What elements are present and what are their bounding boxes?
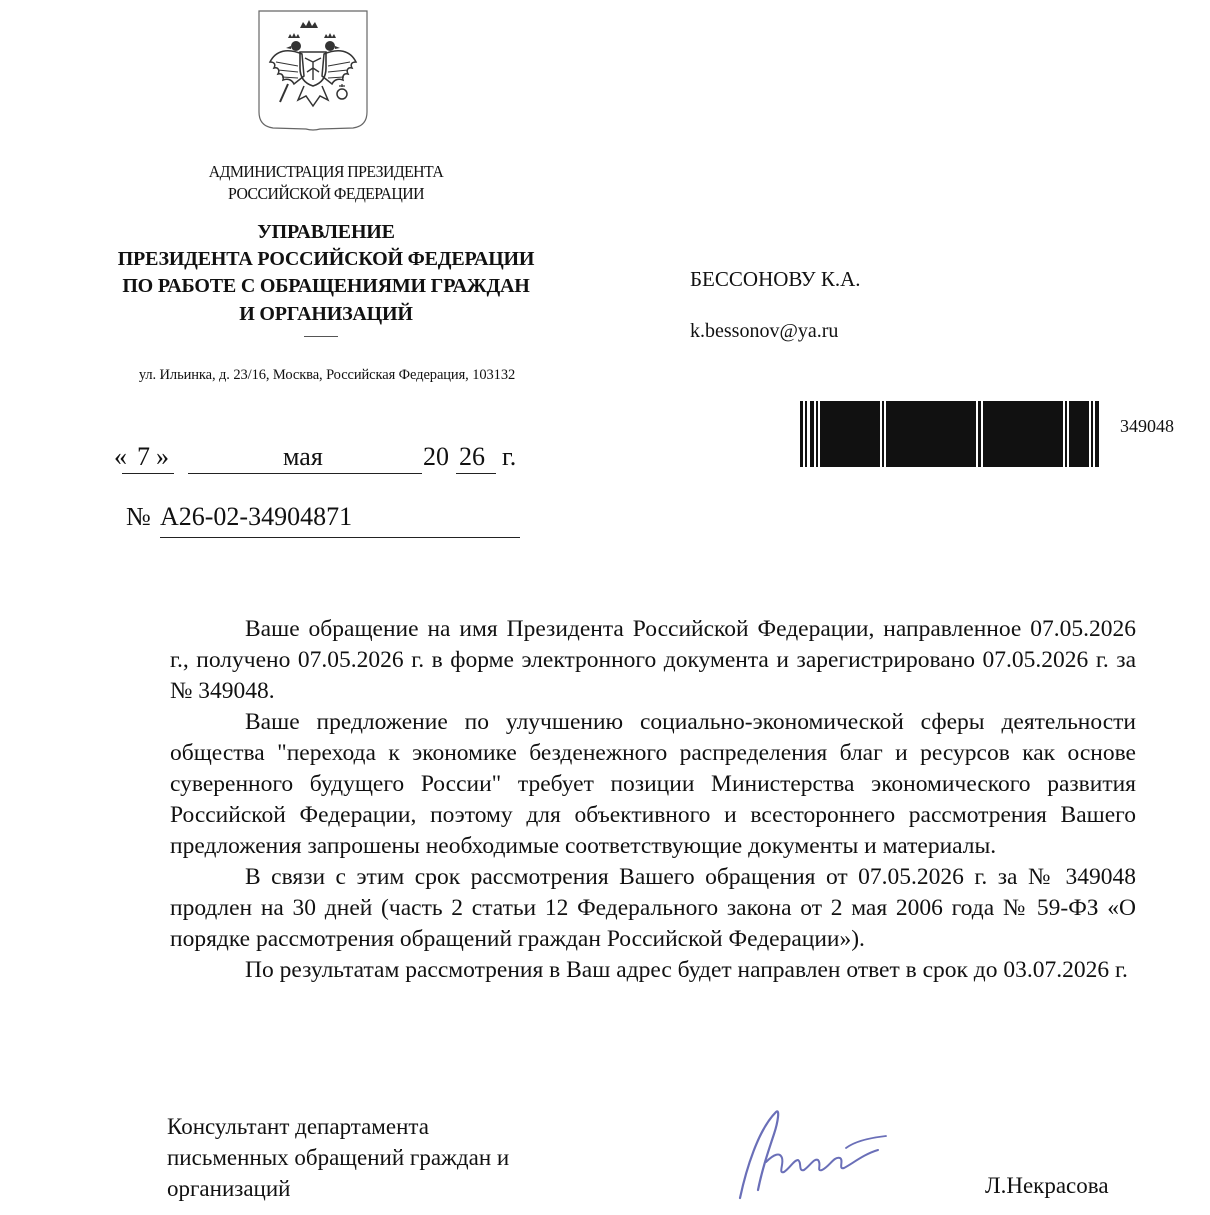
letter-body	[170, 614, 1136, 986]
signer-title	[167, 1111, 587, 1204]
recipient-email: k.bessonov@ya.ru	[690, 320, 839, 342]
date-year-abbr: г.	[502, 442, 517, 471]
date-month-underline	[188, 473, 422, 474]
recipient-name: БЕССОНОВУ К.А.	[690, 267, 861, 291]
date-close-quote: »	[156, 442, 169, 471]
signer-name: Л.Некрасова	[985, 1173, 1109, 1198]
signer-title-line2: письменных обращений граждан и	[167, 1145, 510, 1170]
body-paragraph-2: Ваше предложение по улучшению социально-экономической сферы деятельности общества "перехода к экономике безденежного распределения благ и ресурсов как основе суверенного будущего России" требует позиции Министерства экономического развития Российской Федерации, поэтому для объективного и всестороннего рассмотрения Вашего предложения запрошены необходимые соответствующие документы и материалы.	[170, 709, 1136, 859]
body-paragraph-3: В связи с этим срок рассмотрения Вашего обращения от 07.05.2026 г. за № 349048 продлен на 30 дней (часть 2 статьи 12 Федерального закона от 2 мая 2006 года № 59-ФЗ «О порядке рассмотрения обращений граждан Российской Федерации»).	[170, 864, 1136, 952]
date-year-underline	[456, 473, 496, 474]
signer-title-line3: организаций	[167, 1176, 291, 1201]
barcode-number: 349048	[1120, 416, 1174, 436]
department-title-line1: УПРАВЛЕНИЕ	[257, 221, 395, 243]
date-year-prefix: 20	[423, 442, 449, 471]
barcode	[800, 401, 1100, 467]
department-title-line4: И ОРГАНИЗАЦИЙ	[239, 303, 413, 325]
document-number-symbol: №	[126, 502, 151, 531]
document-number: А26-02-34904871	[160, 502, 353, 531]
handwritten-signature	[718, 1100, 898, 1210]
department-title-line2: ПРЕЗИДЕНТА РОССИЙСКОЙ ФЕДЕРАЦИИ	[117, 248, 535, 270]
coat-of-arms-icon	[258, 10, 368, 134]
sender-address: ул. Ильинка, д. 23/16, Москва, Российская Федерация, 103132	[138, 367, 516, 383]
body-paragraph-4: По результатам рассмотрения в Ваш адрес будет направлен ответ в срок до 03.07.2026 г.	[245, 957, 1128, 983]
body-paragraph-1: Ваше обращение на имя Президента Российской Федерации, направленное 07.05.2026 г., получено 07.05.2026 г. в форме электронного документа и зарегистрировано 07.05.2026 г. за № 349048.	[170, 616, 1136, 704]
date-month: мая	[283, 442, 323, 471]
signer-title-line1: Консультант департамента	[167, 1114, 429, 1139]
date-open-quote: «	[114, 442, 127, 471]
date-day: 7	[137, 442, 150, 471]
administration-title-line1: АДМИНИСТРАЦИЯ ПРЕЗИДЕНТА	[208, 162, 444, 181]
date-year-suffix: 26	[459, 442, 485, 471]
document-number-underline	[160, 537, 520, 538]
header-divider	[304, 336, 338, 337]
department-title-line3: ПО РАБОТЕ С ОБРАЩЕНИЯМИ ГРАЖДАН	[122, 275, 530, 297]
date-day-underline	[122, 473, 174, 474]
administration-title-line2: РОССИЙСКОЙ ФЕДЕРАЦИИ	[228, 184, 424, 203]
